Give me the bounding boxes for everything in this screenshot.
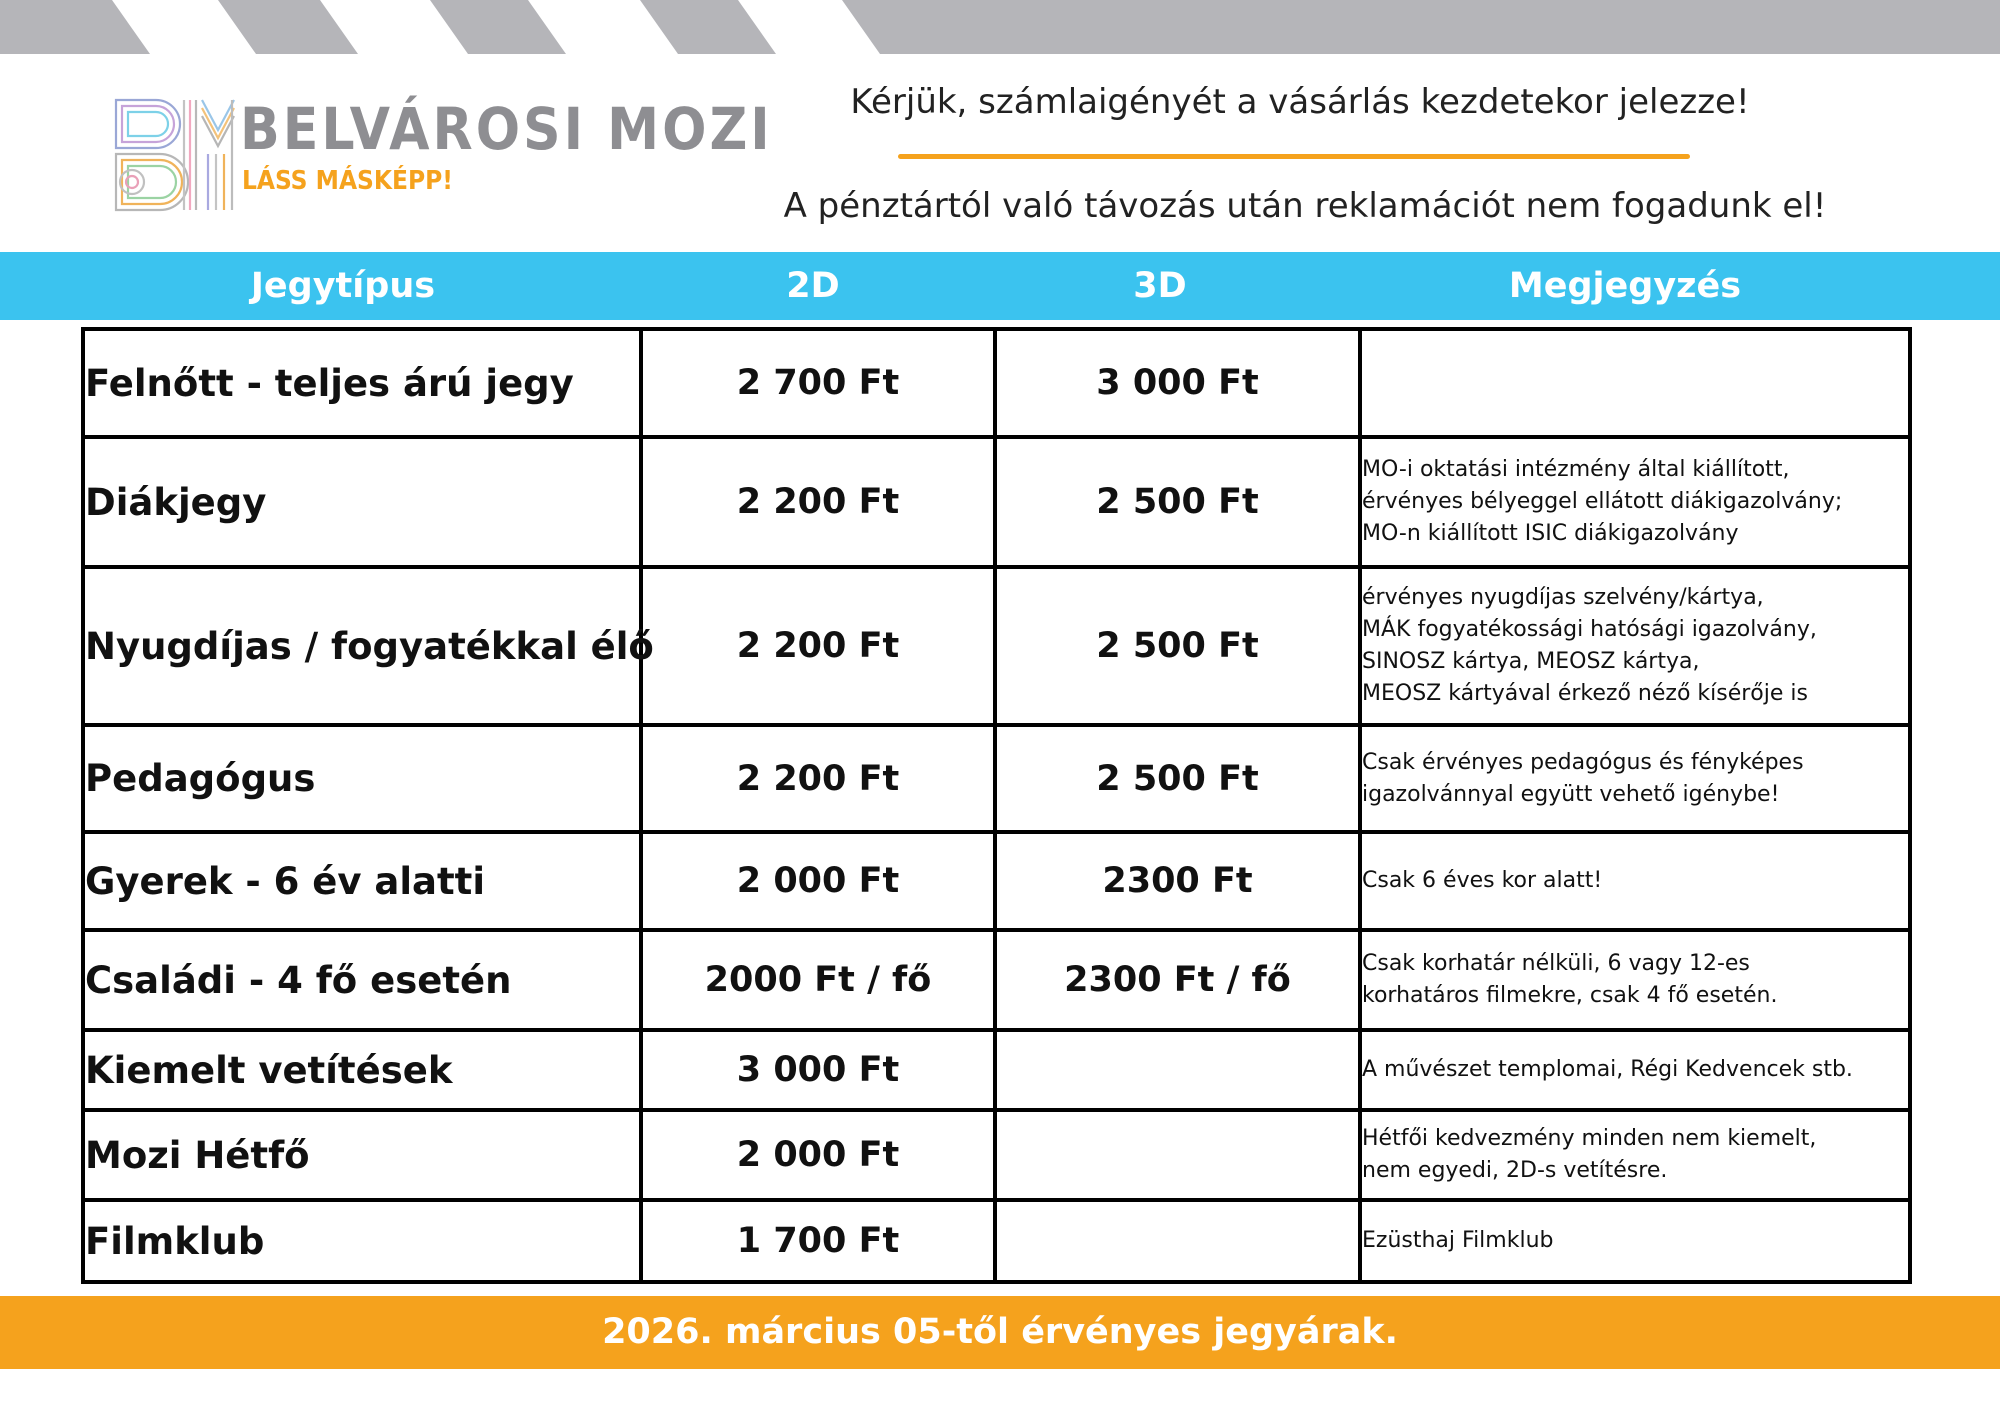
header-ticket-type: Jegytípus xyxy=(250,266,436,306)
header-2d: 2D xyxy=(786,266,840,306)
note-line: Csak 6 éves kor alatt! xyxy=(1362,868,1603,893)
invoice-notice: Kérjük, számlaigényét a vásárlás kezdetekor jelezze! xyxy=(850,82,1750,122)
note-cell xyxy=(1360,329,1910,437)
price-3d-cell: 3 000 Ft xyxy=(995,329,1360,437)
table-row xyxy=(83,437,1910,567)
ticket-type-cell: Családi - 4 fő esetén xyxy=(83,930,641,1030)
note-line: nem egyedi, 2D-s vetítésre. xyxy=(1362,1158,1668,1183)
price-table xyxy=(81,327,1912,1284)
table-row xyxy=(83,1030,1910,1110)
note-line: Csak korhatár nélküli, 6 vagy 12-es xyxy=(1362,951,1750,976)
note-line: Csak érvényes pedagógus és fényképes xyxy=(1362,749,1804,775)
note-line: korhatáros filmekre, csak 4 fő esetén. xyxy=(1362,983,1778,1008)
logo-title: BELVÁROSI MOZI xyxy=(240,95,773,163)
price-3d-cell: 2 500 Ft xyxy=(995,437,1360,567)
ticket-type-cell: Pedagógus xyxy=(83,725,641,832)
note-line: érvényes bélyeggel ellátott diákigazolvány; xyxy=(1362,489,1843,514)
price-3d-cell xyxy=(995,1110,1360,1200)
note-line: MO-n kiállított ISIC diákigazolvány xyxy=(1362,521,1739,546)
table-row xyxy=(83,1200,1910,1282)
note-cell xyxy=(1360,725,1910,832)
price-2d-cell: 2 000 Ft xyxy=(641,1110,995,1200)
note-line: MÁK fogyatékossági hatósági igazolvány, xyxy=(1362,617,1817,642)
note-line: igazolvánnyal együtt vehető igénybe! xyxy=(1362,781,1780,807)
note-line: érvényes nyugdíjas szelvény/kártya, xyxy=(1362,585,1764,610)
ticket-type-cell: Kiemelt vetítések xyxy=(83,1030,641,1110)
ticket-type-cell: Diákjegy xyxy=(83,437,641,567)
price-2d-cell: 3 000 Ft xyxy=(641,1030,995,1110)
cinema-logo xyxy=(112,94,773,214)
note-line: Hétfői kedvezmény minden nem kiemelt, xyxy=(1362,1126,1817,1151)
price-2d-cell: 2 200 Ft xyxy=(641,437,995,567)
price-3d-cell xyxy=(995,1200,1360,1282)
ticket-type-cell: Filmklub xyxy=(83,1200,641,1282)
table-row xyxy=(83,567,1910,725)
table-row xyxy=(83,930,1910,1030)
table-header-band xyxy=(0,252,2000,320)
table-row xyxy=(83,329,1910,437)
price-2d-cell: 2 700 Ft xyxy=(641,329,995,437)
validity-footer: 2026. március 05-től érvényes jegyárak. xyxy=(0,1296,2000,1369)
note-cell xyxy=(1360,930,1910,1030)
table-row xyxy=(83,725,1910,832)
header-3d: 3D xyxy=(1133,266,1187,306)
price-2d-cell: 2 000 Ft xyxy=(641,832,995,930)
note-cell xyxy=(1360,1200,1910,1282)
price-3d-cell xyxy=(995,1030,1360,1110)
price-2d-cell: 2 200 Ft xyxy=(641,567,995,725)
table-row xyxy=(83,1110,1910,1200)
note-cell xyxy=(1360,567,1910,725)
price-3d-cell: 2 500 Ft xyxy=(995,567,1360,725)
note-cell xyxy=(1360,1030,1910,1110)
price-3d-cell: 2 500 Ft xyxy=(995,725,1360,832)
note-line: Ezüsthaj Filmklub xyxy=(1362,1228,1554,1253)
top-stripe-decoration xyxy=(0,0,2000,54)
logo-mark-icon xyxy=(112,94,237,214)
ticket-type-cell: Gyerek - 6 év alatti xyxy=(83,832,641,930)
price-3d-cell: 2300 Ft xyxy=(995,832,1360,930)
header-note: Megjegyzés xyxy=(1508,266,1742,306)
note-line: A művészet templomai, Régi Kedvencek stb. xyxy=(1362,1057,1853,1082)
logo-slogan: LÁSS MÁSKÉPP! xyxy=(242,166,453,196)
note-cell xyxy=(1360,1110,1910,1200)
ticket-type-cell: Mozi Hétfő xyxy=(83,1110,641,1200)
complaint-notice: A pénztártól való távozás után reklamációt nem fogadunk el! xyxy=(783,186,1827,226)
price-3d-cell: 2300 Ft / fő xyxy=(995,930,1360,1030)
note-cell xyxy=(1360,832,1910,930)
ticket-type-cell: Nyugdíjas / fogyatékkal élő xyxy=(83,567,641,725)
ticket-type-cell: Felnőtt - teljes árú jegy xyxy=(83,329,641,437)
table-row xyxy=(83,832,1910,930)
note-line: SINOSZ kártya, MEOSZ kártya, xyxy=(1362,649,1700,674)
note-line: MEOSZ kártyával érkező néző kísérője is xyxy=(1362,681,1808,706)
price-2d-cell: 2000 Ft / fő xyxy=(641,930,995,1030)
notice-divider xyxy=(898,154,1690,159)
note-line: MO-i oktatási intézmény által kiállított, xyxy=(1362,457,1790,482)
note-cell xyxy=(1360,437,1910,567)
price-2d-cell: 2 200 Ft xyxy=(641,725,995,832)
price-2d-cell: 1 700 Ft xyxy=(641,1200,995,1282)
